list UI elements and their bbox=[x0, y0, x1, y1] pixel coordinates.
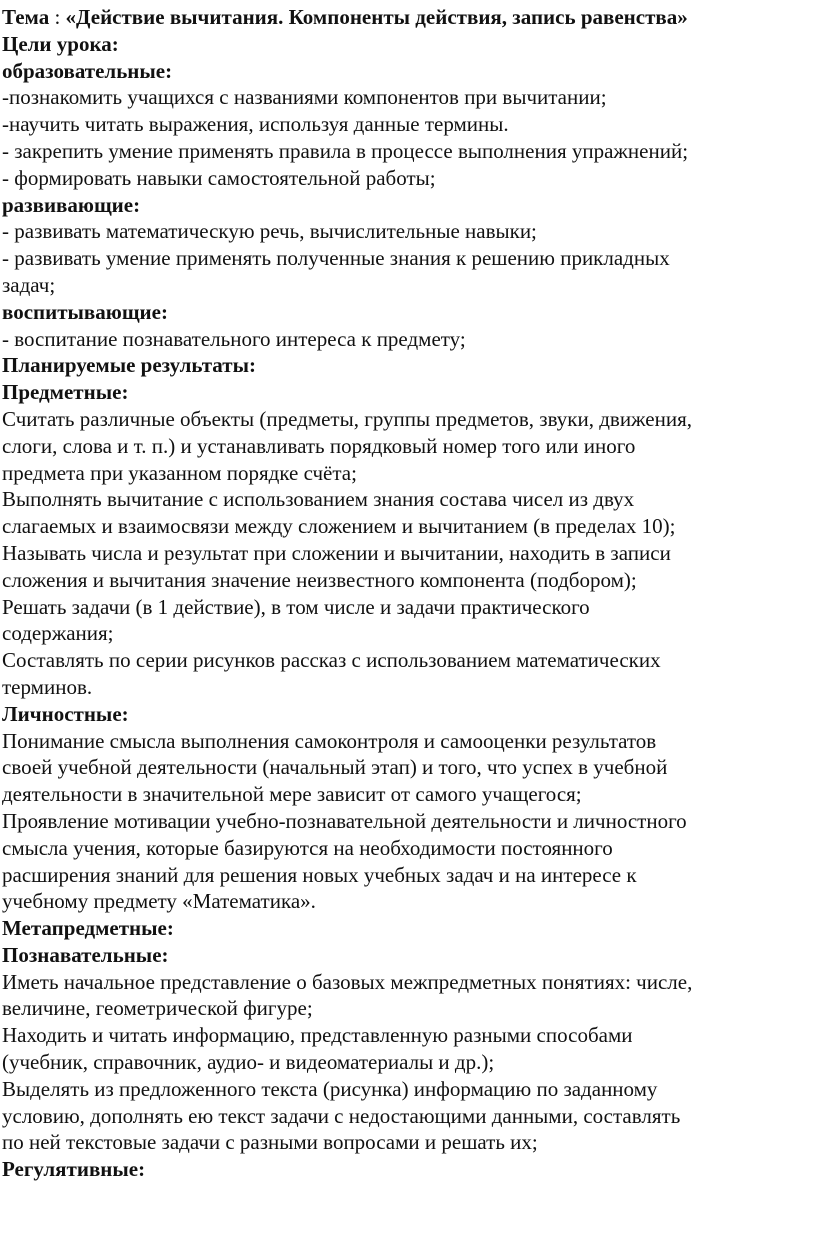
result-line: Называть числа и результат при сложении и вычитании, находить в записи bbox=[2, 540, 671, 565]
result-line: Выполнять вычитание с использованием знания состава чисел из двух bbox=[2, 487, 635, 512]
result-line: слагаемых и взаимосвязи между сложением и вычитанием (в пределах 10); bbox=[2, 514, 676, 539]
result-line: слоги, слова и т. п.) и устанавливать порядковый номер того или иного bbox=[2, 433, 636, 458]
upbringing-heading: воспитывающие: bbox=[2, 299, 168, 324]
metasubject-results-heading: Метапредметные: bbox=[2, 916, 174, 941]
result-line: Понимание смысла выполнения самоконтроля и самооценки результатов bbox=[2, 728, 657, 753]
result-line: содержания; bbox=[2, 621, 114, 646]
topic-label: Тема bbox=[2, 5, 50, 29]
result-line: смысла учения, которые базируются на необходимости постоянного bbox=[2, 835, 613, 860]
goal-item: - закрепить умение применять правила в процессе выполнения упражнений; bbox=[2, 138, 689, 163]
result-line: Считать различные объекты (предметы, группы предметов, звуки, движения, bbox=[2, 406, 692, 431]
results-heading: Планируемые результаты: bbox=[2, 353, 256, 378]
topic-title: «Действие вычитания. Компоненты действия, запись равенства» bbox=[65, 5, 688, 29]
result-line: по ней текстовые задачи с разными вопросами и решать их; bbox=[2, 1130, 538, 1155]
result-line: Находить и читать информацию, представленную разными способами bbox=[2, 1023, 633, 1048]
goal-item: - воспитание познавательного интереса к предмету; bbox=[2, 326, 466, 351]
topic-separator: : bbox=[49, 5, 66, 29]
result-line: учебному предмету «Математика». bbox=[2, 889, 316, 914]
goals-heading: Цели урока: bbox=[2, 31, 119, 56]
result-line: Проявление мотивации учебно-познавательной деятельности и личностного bbox=[2, 808, 687, 833]
result-line: терминов. bbox=[2, 674, 93, 699]
subject-results-heading: Предметные: bbox=[2, 380, 129, 405]
result-line: предмета при указанном порядке счёта; bbox=[2, 460, 357, 485]
result-line: условию, дополнять ею текст задачи с недостающими данными, составлять bbox=[2, 1103, 681, 1128]
result-line: Решать задачи (в 1 действие), в том числе и задачи практического bbox=[2, 594, 590, 619]
educational-heading: образовательные: bbox=[2, 58, 173, 83]
result-line: расширения знаний для решения новых учебных задач и на интересе к bbox=[2, 862, 637, 887]
regulatory-results-heading: Регулятивные: bbox=[2, 1157, 146, 1182]
goal-item: -научить читать выражения, используя данные термины. bbox=[2, 112, 509, 137]
result-line: сложения и вычитания значение неизвестного компонента (подбором); bbox=[2, 567, 637, 592]
goal-item: -познакомить учащихся с названиями компонентов при вычитании; bbox=[2, 85, 607, 110]
result-line: Выделять из предложенного текста (рисунка) информацию по заданному bbox=[2, 1076, 658, 1101]
goal-item: - развивать математическую речь, вычислительные навыки; bbox=[2, 219, 537, 244]
result-line: (учебник, справочник, аудио- и видеоматериалы и др.); bbox=[2, 1050, 495, 1075]
result-line: Иметь начальное представление о базовых межпредметных понятиях: числе, bbox=[2, 969, 693, 994]
goal-item: - формировать навыки самостоятельной работы; bbox=[2, 165, 436, 190]
goal-item: задач; bbox=[2, 272, 56, 297]
result-line: Составлять по серии рисунков рассказ с использованием математических bbox=[2, 648, 661, 673]
developing-heading: развивающие: bbox=[2, 192, 141, 217]
cognitive-results-heading: Познавательные: bbox=[2, 942, 169, 967]
result-line: своей учебной деятельности (начальный этап) и того, что успех в учебной bbox=[2, 755, 668, 780]
lesson-topic bbox=[2, 4, 816, 31]
goal-item: - развивать умение применять полученные знания к решению прикладных bbox=[2, 246, 670, 271]
result-line: деятельности в значительной мере зависит от самого учащегося; bbox=[2, 782, 582, 807]
result-line: величине, геометрической фигуре; bbox=[2, 996, 313, 1021]
personal-results-heading: Личностные: bbox=[2, 701, 129, 726]
